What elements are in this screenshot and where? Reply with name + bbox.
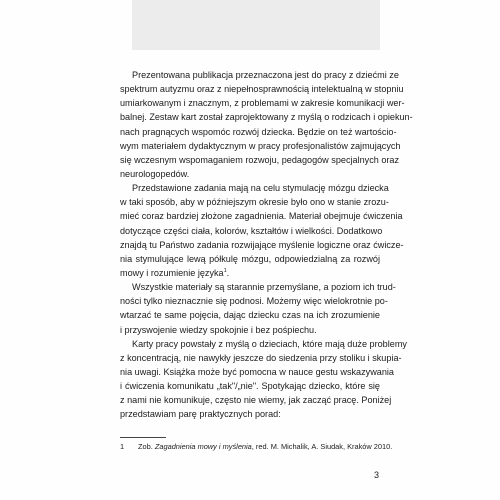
text-line: wym materiałem dydaktycznym w pracy profesjonalistów zajmujących xyxy=(120,140,401,151)
text-line: się wczesnym wspomaganiem rozwoju, pedagogów specjalnych oraz xyxy=(120,154,400,165)
text-line: mieć coraz bardziej złożone zagadnienia. Materiał obejmuje ćwiczenia xyxy=(120,211,403,222)
text-line: neurologopedów. xyxy=(120,168,190,179)
text-line: Wszystkie materiały są starannie przemyślane, a poziom ich trud- xyxy=(132,282,396,293)
text-line: Prezentowana publikacja przeznaczona jest do pracy z dziećmi ze xyxy=(132,70,399,80)
footnote-suffix: , red. M. Michalik, A. Siudak, Kraków 2010. xyxy=(251,442,393,451)
text-line: i przyswojenie wiedzy spokojnie i bez pośpiechu. xyxy=(120,324,317,335)
footnote-prefix: Zob. xyxy=(138,442,155,451)
text-line: nia uwagi. Książka może być pomocna w nauce gestu wskazywania xyxy=(120,366,394,377)
text-line: spektrum autyzmu oraz z niepełnosprawnością intelektualną w stopniu xyxy=(120,84,404,95)
footnote-title: Zagadnienia mowy i myślenia xyxy=(154,442,252,451)
paragraph xyxy=(120,280,396,337)
header-shade xyxy=(132,0,380,50)
text-line: Przedstawione zadania mają na celu stymulację mózgu dziecka xyxy=(132,183,389,194)
text-line: umiarkowanym i znacznym, z problemami w zakresie komunikacji wer- xyxy=(120,98,405,109)
text-line: przedstawiam parę praktycznych porad: xyxy=(120,409,281,420)
text-line: nach pragnących wspomóc rozwój dziecka. Będzie on też wartościo- xyxy=(120,126,397,137)
paragraph xyxy=(120,68,413,181)
text-line: wtarzać te same pojęcia, dając dziecku czas na ich zrozumienie xyxy=(120,310,380,321)
footnote-reference: 1 xyxy=(223,267,227,274)
footnote-divider xyxy=(120,437,166,438)
footnote-number: 1 xyxy=(120,442,125,451)
text-line: z nami nie komunikuje, często nie wiemy, jak zacząć pracę. Poniżej xyxy=(120,395,392,406)
text-line: w taki sposób, aby w późniejszym okresie było ono w stanie zrozu- xyxy=(120,197,389,208)
text-line: balnej. Zestaw kart został zaprojektowany z myślą o rodzicach i opiekun- xyxy=(120,112,413,123)
text-line: nia stymulujące lewą półkulę mózgu, odpowiedzialną za rozwój xyxy=(120,253,380,264)
text-line: mowy i rozumienie języka$^1$. xyxy=(120,267,230,278)
text-line: ności tylko nieznacznie się podnosi. Możemy więc wielokrotnie po- xyxy=(120,296,388,307)
body-text xyxy=(120,68,413,422)
text-line: znajdą tu Państwo zadania rozwijające myślenie logiczne oraz ćwicze- xyxy=(120,239,404,250)
paragraph xyxy=(120,181,404,280)
line-ending: . xyxy=(226,267,230,278)
footnote xyxy=(120,442,393,452)
page-number: 3 xyxy=(374,470,380,480)
text-line: Karty pracy powstały z myślą o dzieciach, które mają duże problemy xyxy=(132,338,407,349)
paragraph xyxy=(120,337,407,422)
text-line: dotyczące części ciała, kolorów, kształtów i wielkości. Dodatkowo xyxy=(120,225,383,236)
text-line: z koncentracją, nie nawykły jeszcze do siedzenia przy stoliku i skupia- xyxy=(120,352,402,363)
text-line: i ćwiczenia komunikatu „tak"/„nie". Spotykając dziecko, które się xyxy=(120,381,380,392)
